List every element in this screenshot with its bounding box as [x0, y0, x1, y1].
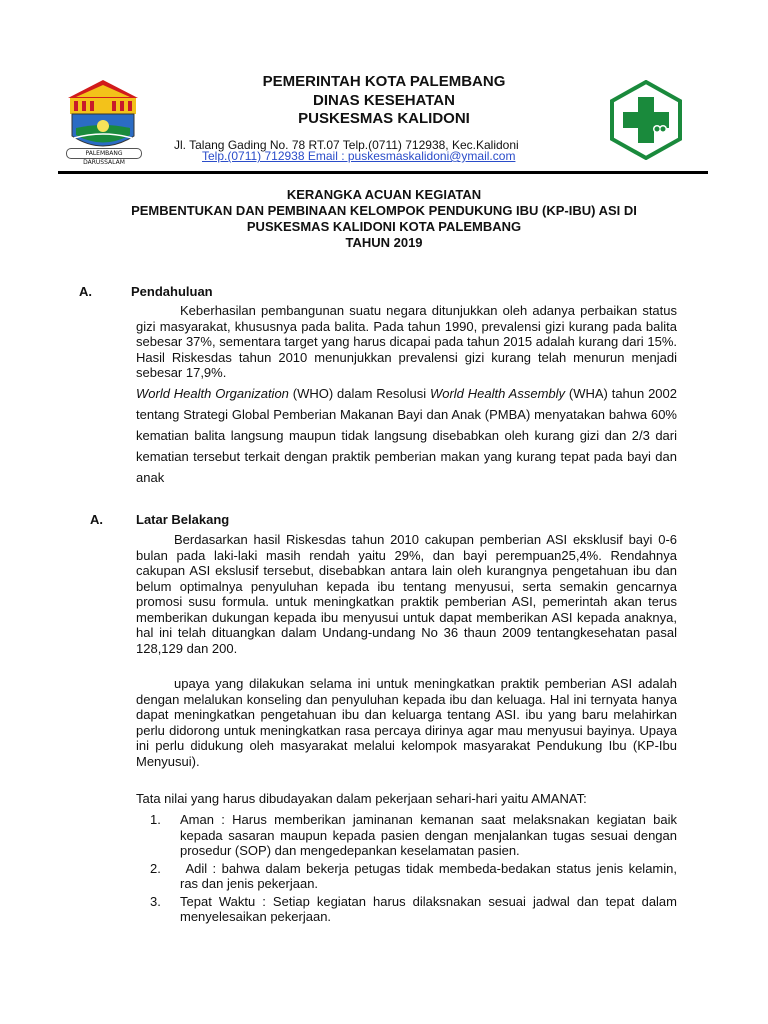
- list-item: [150, 812, 677, 859]
- amanat-list: [150, 812, 681, 925]
- list-item: [150, 894, 677, 925]
- list-item-text: Aman : Harus memberikan jaminanan kemanan saat melaksnakan kegiatan baik kepada sasaran maupun kepada pasien dengan menjalankan tugas sesuai dengan prosedur (SOP) dan mengedepankan keselamatan pasien.: [180, 812, 677, 858]
- header-contact-link[interactable]: Telp.(0711) 712938 Email : puskesmaskalidoni@ymail.com: [202, 149, 516, 163]
- section-a-letter: A.: [79, 284, 92, 299]
- wha-term: World Health Assembly: [429, 386, 566, 401]
- list-item-number: 1.: [150, 812, 161, 827]
- kak-line-2: PEMBENTUKAN DAN PEMBINAAN KELOMPOK PENDUKUNG IBU (KP-IBU) ASI DI: [131, 203, 637, 218]
- kak-line-4: TAHUN 2019: [345, 235, 423, 250]
- para2-rest: (WHA) tahun 2002 tentang Strategi Global Pemberian Makanan Bayi dan Anak (PMBA) menyatakan bahwa 60% kematian balita langsung maupun tidak langsung disebabkan oleh kurang gizi dan 2/3 dari kematian tersebut terkait dengan praktik pemberian makan yang kurang tepat pada bayi dan anak: [136, 386, 677, 485]
- list-item-number: 3.: [150, 893, 161, 909]
- list-item-number: 2.: [150, 860, 161, 876]
- header-line-1: PEMERINTAH KOTA PALEMBANG: [262, 73, 506, 90]
- kak-line-1: KERANGKA ACUAN KEGIATAN: [286, 187, 482, 202]
- kak-line-3: PUSKESMAS KALIDONI KOTA PALEMBANG: [246, 219, 522, 234]
- crest-banner-text: PALEMBANG DARUSSALAM: [83, 150, 125, 166]
- list-item-text: Adil : bahwa dalam bekerja petugas tidak membeda-bedakan status jenis kelamin, ras dan jenis pekerjaan.: [180, 860, 681, 891]
- crest-banner: [66, 148, 142, 166]
- section-b-title: Latar Belakang: [136, 512, 230, 527]
- section-a-title: Pendahuluan: [131, 284, 213, 299]
- header-line-3: PUSKESMAS KALIDONI: [298, 110, 470, 127]
- section-b-paragraph-3: Tata nilai yang harus dibudayakan dalam pekerjaan sehari-hari yaitu AMANAT:: [136, 791, 587, 806]
- section-b-letter: A.: [90, 512, 103, 527]
- section-b-paragraph-2: upaya yang dilakukan selama ini untuk meningkatkan praktik pemberian ASI adalah dengan melalukan konseling dan penyuluhan kepada ibu dan keluaga. Hal ini ternyata hanya dapat meningkatkan pengetahuan ibu dan keluarga tentang ASI. ibu yang baru melahirkan perlu didorong untuk meningkatkan rasa percaya dirinya agar mau menyusui bayinya. Upaya ini perlu didukung oleh masyarakat melalui kelompok masyarakat Pendukung Ibu (KP-Ibu Menyusui).: [136, 676, 677, 769]
- list-item-text: Tepat Waktu : Setiap kegiatan harus dilaksnakan sesuai jadwal dan tepat dalam menyelesaikan pekerjaan.: [180, 893, 677, 924]
- section-a-paragraph-2: [136, 383, 677, 488]
- section-a-paragraph-1: Keberhasilan pembangunan suatu negara ditunjukkan oleh adanya perbaikan status gizi masyarakat, khususnya pada balita. Pada tahun 1990, prevalensi gizi kurang pada balita sebesar 37%, sementara target yang harus dicapai pada tahun 2015 adalah kurang dari 15%. Hasil Riskesdas tahun 2010 menunjukkan prevalensi gizi kurang telah menurun menjadi sebesar 17,9%.: [136, 303, 677, 380]
- list-item: [150, 860, 681, 892]
- header-address: Jl. Talang Gading No. 78 RT.07 Telp.(0711) 712938, Kec.Kalidoni: [174, 138, 519, 152]
- section-b-paragraph-1: Berdasarkan hasil Riskesdas tahun 2010 cakupan pemberian ASI eksklusif bayi 0-6 bulan pada laki-laki masih rendah yaitu 29%, dan bayi perempuan25,4%. Rendahnya cakupan ASI ekslusif tersebut, disebabkan antara lain oleh kurangnya pengetahuan ibu dan belum optimalnya penyuluhan kepada ibu tentang menyusui, serta semakin gencarnya promosi susu formula. untuk meningkatkan praktik pemberian ASI, pemerintah akan terus memberikan dukungan kepada ibu menyusui untuk dapat memberikan ASI kepada anaknya, hal ini telah dituangkan dalam Undang-undang No 36 thaun 2009 tentangkesehatan pasal 128,129 dan 200.: [136, 532, 677, 656]
- who-term: World Health Organization: [136, 386, 289, 401]
- header-divider: [58, 171, 708, 174]
- para2-mid: (WHO) dalam Resolusi: [288, 386, 430, 401]
- header-line-2: DINAS KESEHATAN: [313, 92, 455, 109]
